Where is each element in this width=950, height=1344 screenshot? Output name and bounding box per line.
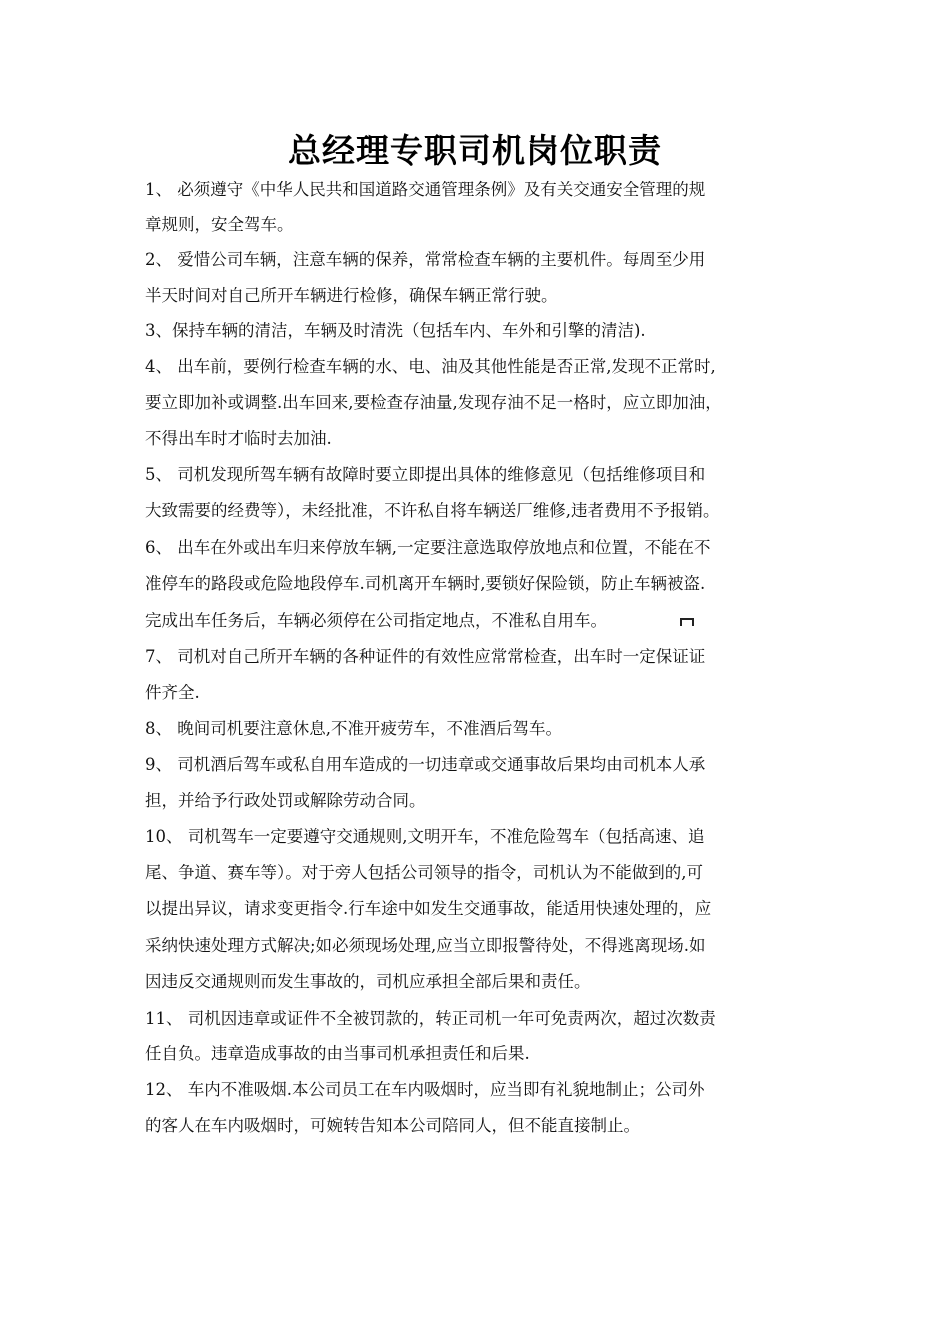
text-line: 7、 司机对自己所开车辆的各种证件的有效性应常常检查，出车时一定保证证	[145, 647, 706, 666]
text-line: 2、 爱惜公司车辆，注意车辆的保养，常常检查车辆的主要机件。每周至少用	[145, 250, 706, 269]
text-line: 半天时间对自己所开车辆进行检修，确保车辆正常行驶。	[145, 286, 558, 305]
text-line: 5、 司机发现所驾车辆有故障时要立即提出具体的维修意见（包括维修项目和	[145, 465, 706, 484]
text-line: 3、保持车辆的清洁，车辆及时清洗（包括车内、车外和引擎的清洁).	[145, 321, 646, 340]
text-cursor-mark	[680, 618, 694, 626]
text-line: 完成出车任务后，车辆必须停在公司指定地点，不准私自用车。	[145, 611, 607, 630]
text-line: 12、 车内不准吸烟.本公司员工在车内吸烟时，应当即有礼貌地制止；公司外	[145, 1080, 705, 1099]
text-line: 要立即加补或调整.出车回来,要检查存油量,发现存油不足一格时，应立即加油，	[145, 393, 722, 412]
text-line: 因违反交通规则而发生事故的，司机应承担全部后果和责任。	[145, 972, 591, 991]
text-line: 不得出车时才临时去加油.	[145, 429, 332, 448]
text-line: 大致需要的经费等），未经批准，不许私自将车辆送厂维修,违者费用不予报销。	[145, 501, 720, 520]
text-line: 10、 司机驾车一定要遵守交通规则,文明开车，不准危险驾车（包括高速、追	[145, 827, 705, 846]
text-line: 11、 司机因违章或证件不全被罚款的，转正司机一年可免责两次，超过次数责	[145, 1009, 716, 1028]
text-line: 采纳快速处理方式解决;如必须现场处理,应当立即报警待处，不得逃离现场.如	[145, 936, 706, 955]
text-line: 的客人在车内吸烟时，可婉转告知本公司陪同人，但不能直接制止。	[145, 1116, 640, 1135]
text-line: 准停车的路段或危险地段停车.司机离开车辆时,要锁好保险锁，防止车辆被盗.	[145, 574, 706, 593]
text-line: 担，并给予行政处罚或解除劳动合同。	[145, 791, 426, 810]
text-line: 6、 出车在外或出车归来停放车辆,一定要注意选取停放地点和位置，不能在不	[145, 538, 711, 557]
text-line: 以提出异议，请求变更指令.行车途中如发生交通事故，能适用快速处理的，应	[145, 899, 712, 918]
text-line: 1、 必须遵守《中华人民共和国道路交通管理条例》及有关交通安全管理的规	[145, 180, 706, 199]
text-line: 9、 司机酒后驾车或私自用车造成的一切违章或交通事故后果均由司机本人承	[145, 755, 706, 774]
text-line: 任自负。违章造成事故的由当事司机承担责任和后果.	[145, 1044, 530, 1063]
text-line: 4、 出车前，要例行检查车辆的水、电、油及其他性能是否正常,发现不正常时,	[145, 357, 716, 376]
text-line: 章规则，安全驾车。	[145, 215, 294, 234]
document-title: 总经理专职司机岗位职责	[288, 131, 662, 170]
text-line: 8、 晚间司机要注意休息,不准开疲劳车，不准酒后驾车。	[145, 719, 562, 738]
text-line: 尾、争道、赛车等）。对于旁人包括公司领导的指令，司机认为不能做到的,可	[145, 863, 703, 882]
text-line: 件齐全.	[145, 683, 200, 702]
